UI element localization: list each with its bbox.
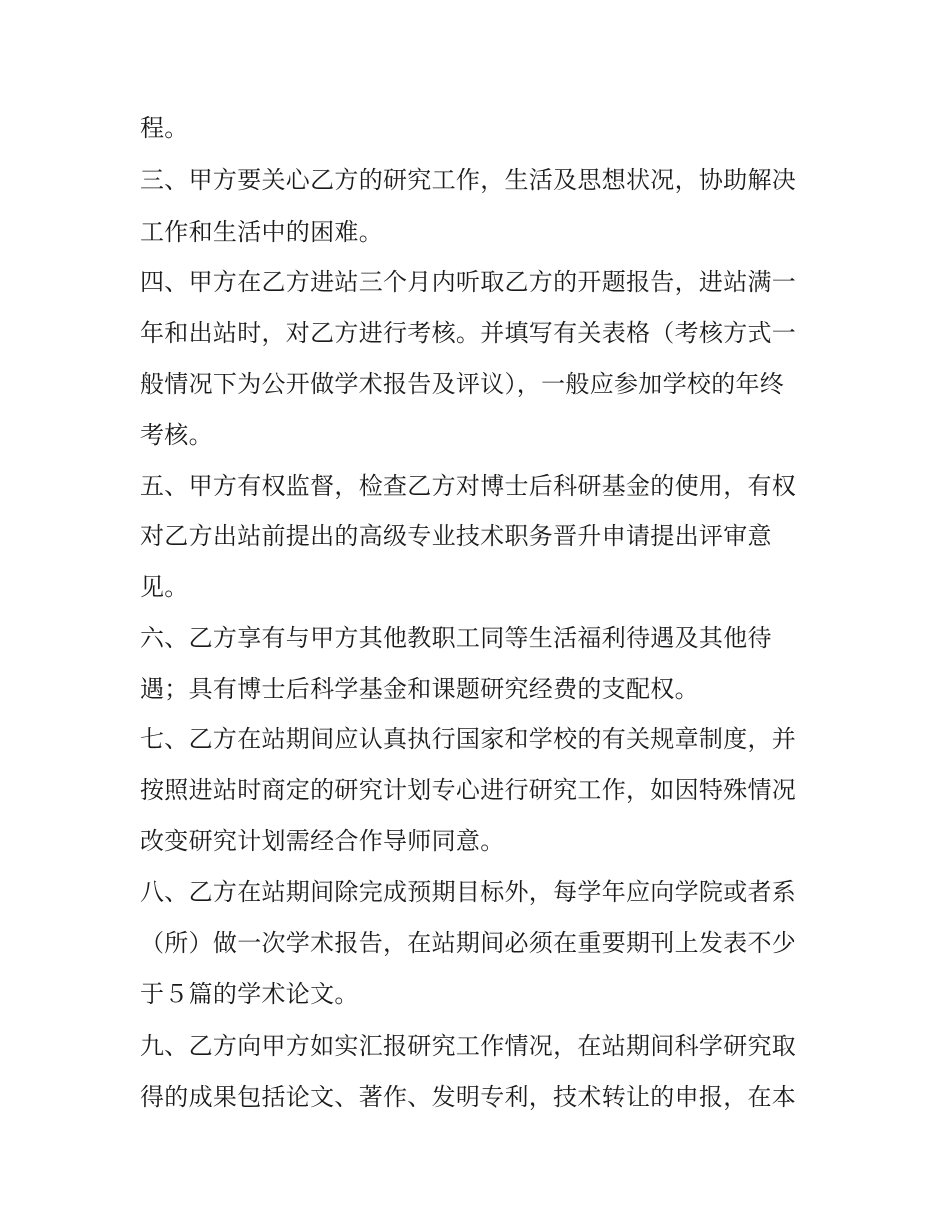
text-line: 程。	[140, 114, 189, 142]
clause-8-line-3: 于５篇的学术论文。	[140, 980, 359, 1008]
clause-4-line-3: 般情况下为公开做学术报告及评议），一般应参加学校的年终	[140, 370, 785, 398]
clause-5-line-3: 见。	[140, 573, 189, 601]
clause-8-line-1: 八、乙方在站期间除完成预期目标外，每学年应向学院或者系	[140, 878, 797, 906]
clause-7-line-3: 改变研究计划需经合作导师同意。	[140, 827, 505, 855]
clause-5-line-1: 五、甲方有权监督，检查乙方对博士后科研基金的使用，有权	[140, 472, 797, 500]
clause-4-line-2: 年和出站时，对乙方进行考核。并填写有关表格（考核方式一	[140, 319, 797, 347]
clause-7-line-1: 七、乙方在站期间应认真执行国家和学校的有关规章制度，并	[140, 725, 797, 753]
clause-6-line-2: 遇；具有博士后科学基金和课题研究经费的支配权。	[140, 675, 699, 703]
clause-6-line-1: 六、乙方享有与甲方其他教职工同等生活福利待遇及其他待	[140, 624, 772, 652]
clause-4-line-4: 考核。	[140, 421, 213, 449]
clause-5-line-2: 对乙方出站前提出的高级专业技术职务晋升申请提出评审意	[140, 522, 772, 550]
clause-4-line-1: 四、甲方在乙方进站三个月内听取乙方的开题报告，进站满一	[140, 268, 797, 296]
clause-8-line-2: （所）做一次学术报告，在站期间必须在重要期刊上发表不少	[140, 929, 797, 957]
clause-9-line-2: 得的成果包括论文、著作、发明专利，技术转让的申报，在本	[140, 1083, 797, 1111]
clause-9-line-1: 九、乙方向甲方如实汇报研究工作情况，在站期间科学研究取	[140, 1032, 797, 1060]
clause-3-line-2: 工作和生活中的困难。	[140, 218, 383, 246]
clause-7-line-2: 按照进站时商定的研究计划专心进行研究工作，如因特殊情况	[140, 776, 797, 804]
clause-3-line-1: 三、甲方要关心乙方的研究工作，生活及思想状况，协助解决	[140, 166, 797, 194]
